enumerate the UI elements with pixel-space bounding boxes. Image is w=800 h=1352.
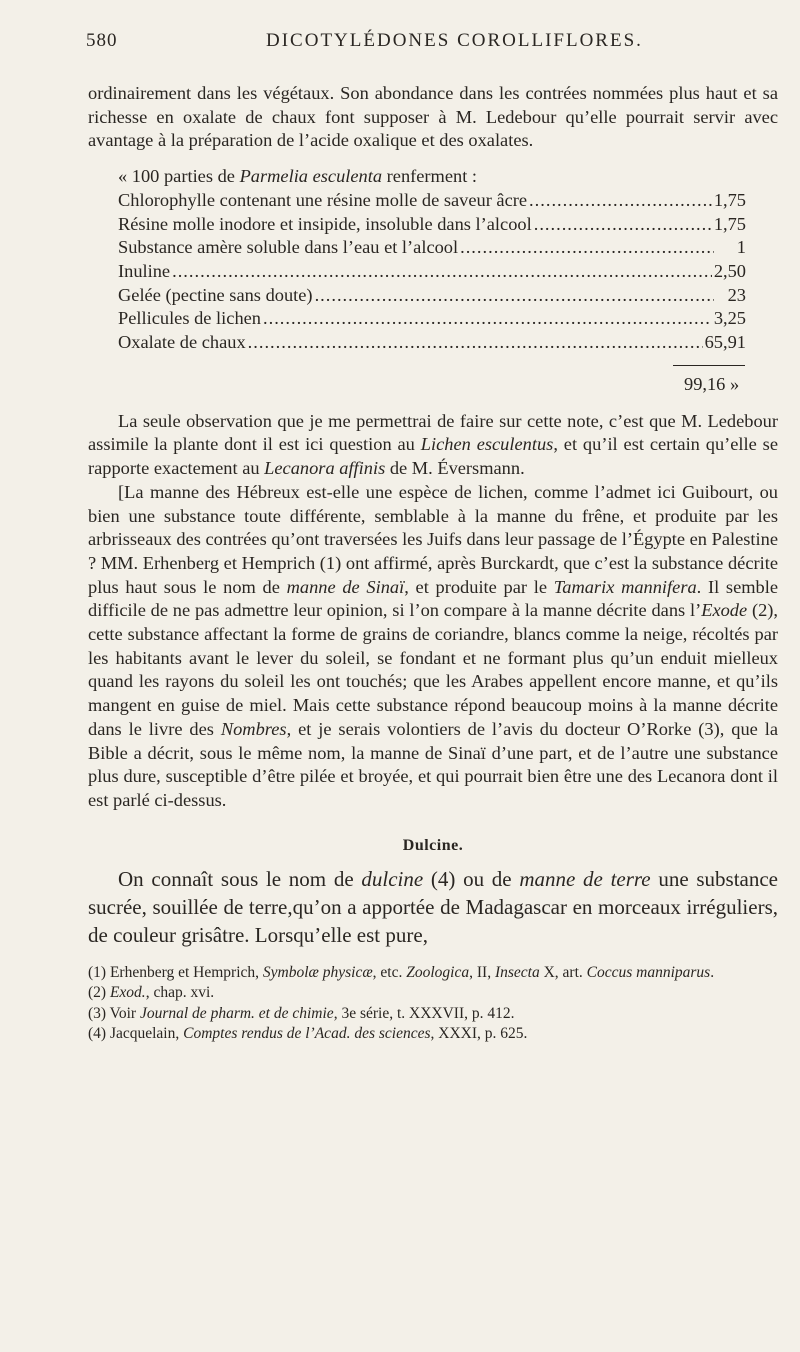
- table-row: Résine molle inodore et insipide, insoluble dans l’alcool ..... 1,75: [118, 213, 746, 237]
- table-row: Pellicules de lichen ..... 3,25: [118, 307, 746, 331]
- paragraph-4: On connaît sous le nom de dulcine (4) ou de manne de terre une substance sucrée, souillée de terre,qu’on a apportée de Madagascar en morceaux irréguliers, de couleur grisâtre. Lorsqu’elle est pure,: [88, 866, 778, 947]
- table-row: Chlorophylle contenant une résine molle de saveur âcre ..... 1,75: [118, 189, 746, 213]
- page-body: [88, 82, 778, 1045]
- table-total: 99,16 »: [684, 373, 740, 394]
- paragraph-3: [La manne des Hébreux est-elle une espèce de lichen, comme l’admet ici Guibourt, ou bien une substance toute différente, semblable à la manne du frêne, et produite par les arbrisseaux des contrées qu’ont traversées les Juifs dans leur passage de l’Égypte en Palestine ? MM. Erhenberg et Hemprich (1) ont affirmé, après Burckardt, que c’est la substance décrite plus haut sous le nom de manne de Sinaï, et produite par le Tamarix mannifera. Il semble difficile de ne pas admettre leur opinion, si l’on compare à la manne décrite dans l’Exode (2), cette substance affectant la forme de grains de coriandre, blancs comme la neige, récoltés par les habitants avant le lever du soleil, se fondant et ne formant plus qu’un enduit mielleux quand les rayons du soleil les ont touchés; que les Arabes appellent encore manne, et qu’ils mangent en guise de miel. Mais cette substance répond beaucoup moins à la manne décrite dans le livre des Nombres, et je serais volontiers de l’avis du docteur O’Rorke (3), que la Bible a décrit, sous le même nom, la manne de Sinaï d’une part, et de l’autre une substance plus dure, susceptible d’être pilée et broyée, et qui pourrait bien être une des Lecanora dont il est parlé ci-dessus.: [88, 481, 779, 810]
- composition-table: [118, 165, 746, 396]
- table-row: Substance amère soluble dans l’eau et l’alcool ..... 1: [118, 236, 746, 260]
- footnote: (1) Erhenberg et Hemprich, Symbolæ physicæ, etc. Zoologica, II, Insecta X, art. Coccus manniparus.: [88, 963, 715, 981]
- footnotes: [88, 963, 778, 1045]
- paragraph-1: ordinairement dans les végétaux. Son abondance dans les contrées nommées plus haut et sa richesse en oxalate de chaux font supposer à M. Ledebour qu’elle pourrait servir avec avantage à la préparation de l’acide oxalique et des oxalates.: [88, 83, 778, 151]
- section-title: Dulcine.: [402, 836, 464, 854]
- running-title: DICOTYLÉDONES COROLLIFLORES.: [266, 30, 643, 51]
- footnote: (3) Voir Journal de pharm. et de chimie, 3e série, t. XXXVII, p. 412.: [88, 1004, 515, 1022]
- sum-rule: [673, 365, 745, 366]
- table-row: Inuline ..... 2,50: [118, 260, 746, 284]
- running-header: [86, 30, 776, 60]
- footnote: (4) Jacquelain, Comptes rendus de l’Acad. des sciences, XXXI, p. 625.: [88, 1025, 528, 1043]
- table-row: Gelée (pectine sans doute) ..... 23: [118, 284, 746, 308]
- paragraph-2: La seule observation que je me permettrai de faire sur cette note, c’est que M. Ledebour assimile la plante dont il est ici question au Lichen esculentus, et qu’il est certain qu’elle se rapporte exactement au Lecanora affinis de M. Éversmann.: [88, 410, 779, 479]
- table-row: Oxalate de chaux ..... 65,91: [118, 331, 746, 355]
- page-number: 580: [86, 30, 118, 51]
- table-intro: « 100 parties de Parmelia esculenta renferment :: [118, 166, 478, 187]
- footnote: (2) Exod., chap. xvi.: [88, 984, 215, 1002]
